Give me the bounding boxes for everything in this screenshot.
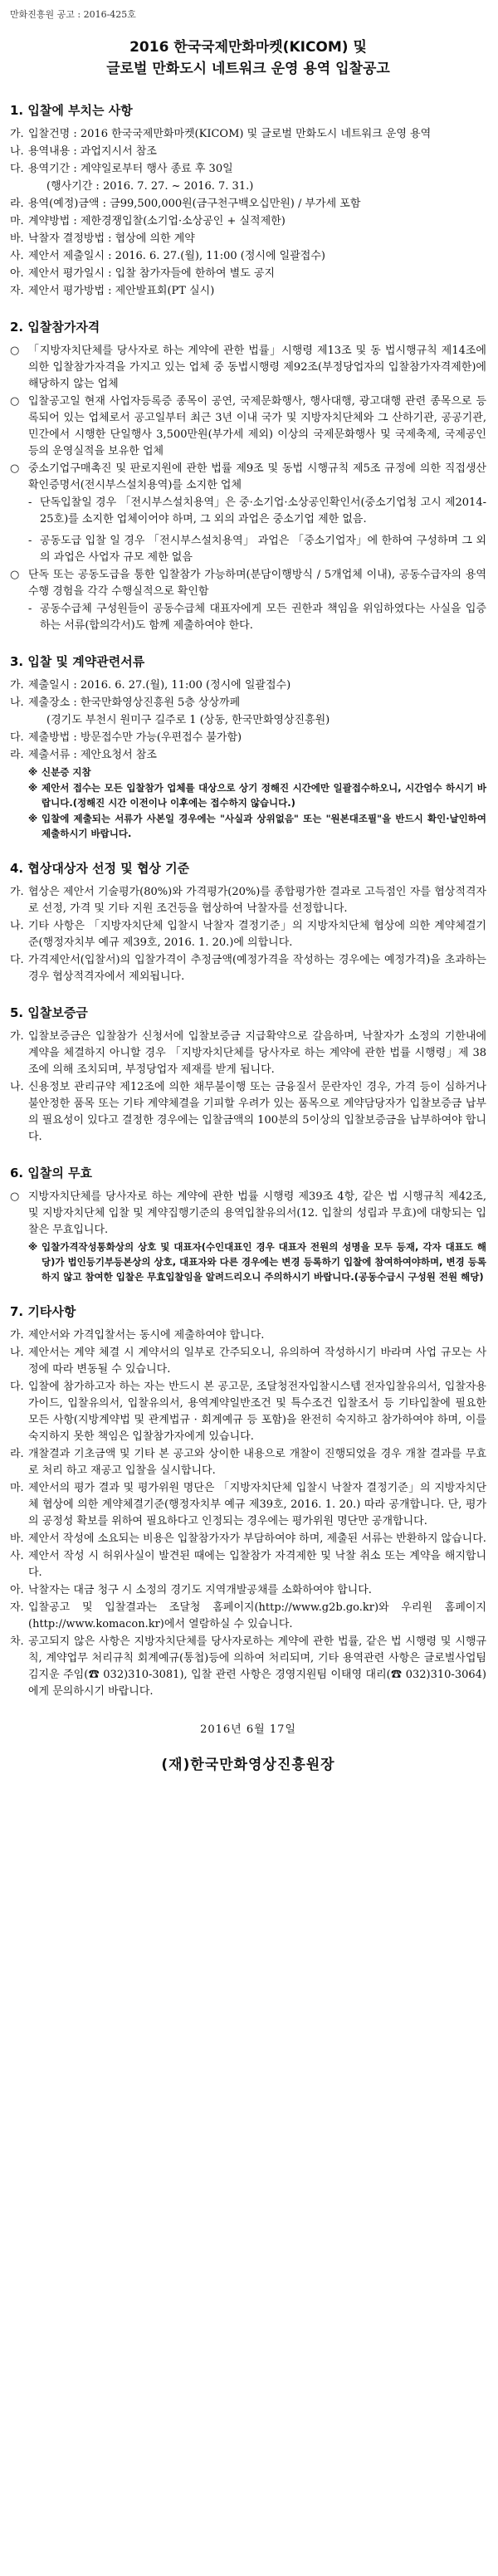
title-line-2: 글로벌 만화도시 네트워크 운영 용역 입찰공고 xyxy=(106,61,390,77)
item-text: 제출장소 : 한국만화영상진흥원 5층 상상까페 xyxy=(28,697,241,709)
item-marker: 차. xyxy=(10,1635,24,1648)
item-text: 제안서 평가일시 : 입찰 참가자들에 한하여 별도 공지 xyxy=(28,267,276,280)
item-text: 신분증 지참 xyxy=(42,766,91,778)
item-text: 제출방법 : 방문접수만 가능(우편접수 불가함) xyxy=(28,731,242,744)
section-item xyxy=(10,1582,486,1599)
section-item xyxy=(10,1446,486,1479)
item-marker xyxy=(28,712,46,729)
item-text: 입찰건명 : 2016 한국국제만화마켓(KICOM) 및 글로벌 만화도시 네트워크 운영 용역 xyxy=(28,128,432,140)
item-text: 단독 또는 공동도급을 통한 입찰참가 가능하며(분담이행방식 / 5개업체 이내), 공동수급자의 용역수행 경험을 각각 수행실적으로 확인함 xyxy=(28,569,486,598)
item-marker: 라. xyxy=(10,749,24,761)
section-item xyxy=(10,213,486,230)
section-item xyxy=(10,126,486,143)
item-text: 제안서는 계약 체결 시 계약서의 일부로 간주되오니, 유의하여 작성하시기 바라며 사업 규모는 사정에 따라 변동될 수 있습니다. xyxy=(28,1347,486,1376)
item-marker: 나. xyxy=(10,1347,24,1359)
item-marker: 사. xyxy=(10,250,24,262)
item-marker: ※ xyxy=(28,782,38,794)
document-title xyxy=(10,37,486,80)
item-marker: ○ xyxy=(10,395,20,408)
section-item xyxy=(10,393,486,460)
section-item xyxy=(10,1189,486,1239)
item-text: 중소기업구매촉진 및 판로지원에 관한 법률 제9조 및 동법 시행규칙 제5조 규정에 의한 직접생산확인증명서(전시부스설치용역)를 소지한 업체 xyxy=(28,462,486,491)
section-item xyxy=(10,533,486,566)
item-text: (경기도 부천시 원미구 길주로 1 (상동, 한국만화영상진흥원) xyxy=(46,714,330,726)
item-marker: 바. xyxy=(10,232,24,245)
item-marker: 다. xyxy=(10,1381,24,1393)
item-marker: - xyxy=(28,603,32,615)
section-7 xyxy=(10,1303,486,1700)
item-text: 입찰에 참가하고자 하는 자는 반드시 본 공고문, 조달청전자입찰시스템 전자입찰유의서, 입찰자용가이드, 입찰유의서, 입찰유의서, 용역계약일반조건 및 특수조건 입찰조서 등 기타입찰에 필요한 모든 사항(지방계약법 및 관계법규 · 회계예규 등 포함)을 완전히 숙지하고 참가하여야 하며, 이를 숙지하지 못한 책임은 입찰참가자에게 있습니다. xyxy=(28,1381,486,1443)
section-item xyxy=(10,196,486,213)
section-item xyxy=(10,780,486,810)
section-item xyxy=(10,1531,486,1547)
section-item xyxy=(10,161,486,178)
section-item xyxy=(10,1480,486,1530)
item-marker: 나. xyxy=(10,1081,24,1093)
section-6 xyxy=(10,1164,486,1284)
section-3 xyxy=(10,653,486,841)
item-text: 입찰보증금은 입찰참가 신청서에 입찰보증금 지급확약으로 갈음하며, 낙찰자가 소정의 기한내에 계약을 체결하지 아니할 경우 「지방자치단체를 당사자로 하는 계약에 관한 법률 시행령」제 38조에 의해 조치되며, 부정당업자 제재를 받게 됩니다. xyxy=(28,1030,486,1076)
section-item xyxy=(10,811,486,841)
item-marker: 나. xyxy=(10,920,24,932)
section-item xyxy=(10,1548,486,1581)
item-text: 입찰공고일 현재 사업자등록증 종목이 공연, 국제문화행사, 행사대행, 광고대행 관련 종목으로 등록되어 있는 업체로서 공고일부터 최근 3년 이내 국가 및 지방자치단체와 그 산하기관, 공공기관, 민간에서 시행한 단일행사 3,500만원(부가세 제외) 이상의 국제문화행사 및 국제축제, 국제공인 등의 운영실적을 보유한 업체 xyxy=(28,395,486,457)
item-text: 계약방법 : 제한경쟁입찰(소기업·소상공인 + 실적제한) xyxy=(28,215,286,227)
item-text: 가격제안서(입찰서)의 입찰가격이 추정금액(예정가격을 작성하는 경우에는 예정가격)을 초과하는 경우 협상적격자에서 제외됩니다. xyxy=(28,954,486,983)
item-marker: 가. xyxy=(10,1030,24,1043)
section-item xyxy=(10,567,486,600)
item-marker: - xyxy=(28,535,32,547)
item-marker: 가. xyxy=(10,128,24,140)
item-marker xyxy=(28,178,46,195)
section-5 xyxy=(10,1004,486,1146)
item-text: 공동수급체 구성원들이 공동수급체 대표자에게 모든 권한과 책임을 위임하였다는 사실을 입증하는 서류(합의각서)도 함께 제출하여야 한다. xyxy=(40,603,486,632)
item-marker: 나. xyxy=(10,145,24,158)
item-text: 제안서 작성 시 허위사실이 발견된 때에는 입찰참가 자격제한 및 낙찰 취소 또는 계약을 해지합니다. xyxy=(28,1550,486,1579)
section-item xyxy=(10,747,486,764)
section-item xyxy=(10,1634,486,1700)
section-item xyxy=(10,461,486,494)
section-title: 5. 입찰보증금 xyxy=(10,1005,88,1020)
item-text: 입찰에 제출되는 서류가 사본일 경우에는 "사실과 상위없음" 또는 "원본대조필"을 반드시 확인·날인하여 제출하시기 바랍니다. xyxy=(42,813,486,839)
item-text: 제안서 접수는 모든 입찰참가 업체를 대상으로 상기 정해진 시간에만 일괄접수하오니, 시간엄수 하시기 바랍니다.(정해진 시간 이전이나 이후에는 접수하지 않습니다.) xyxy=(42,782,486,809)
section-item xyxy=(10,1029,486,1078)
section-4 xyxy=(10,859,486,985)
item-text: 공고되지 않은 사항은 지방자치단체를 당사자로하는 계약에 관한 법률, 같은 법 시행령 및 시행규칙, 계약업무 처리규칙 회계예규(통첩)등에 의하여 처리되며, 기타 용역관련 사항은 글로벌사업팀 김지운 주임(☎ 032)310-3081), 입찰 관련 사항은 경영지원팀 이태영 대리(☎ 032)310-3064)에게 문의하시기 바랍니다. xyxy=(28,1635,486,1698)
item-text: 개찰결과 기초금액 및 기타 본 공고와 상이한 내용으로 개찰이 진행되었을 경우 개찰 결과를 무효로 처리 하고 재공고 입찰을 실시합니다. xyxy=(28,1448,486,1477)
item-marker: ○ xyxy=(10,345,20,357)
item-text: 낙찰자 결정방법 : 협상에 의한 계약 xyxy=(28,232,195,245)
item-text: 제안서 작성에 소요되는 비용은 입찰참가자가 부담하여야 하며, 제출된 서류는 반환하지 않습니다. xyxy=(28,1532,486,1545)
item-text: 제출일시 : 2016. 6. 27.(월), 11:00 (정시에 일괄접수) xyxy=(28,679,291,692)
section-item xyxy=(10,144,486,160)
item-text: 제안서와 가격입찰서는 동시에 제출하여야 합니다. xyxy=(28,1329,265,1342)
item-text: 지방자치단체를 당사자로 하는 계약에 관한 법률 시행령 제39조 4항, 같은 법 시행규칙 제42조, 및 지방자치단체 입찰 및 계약집행기준의 용역입찰유의서(12. 입찰의 성립과 무효)에 대항되는 입찰은 무효입니다. xyxy=(28,1190,486,1236)
item-marker: 마. xyxy=(10,215,24,227)
section-item xyxy=(10,1379,486,1445)
section-item xyxy=(10,495,486,528)
section-item xyxy=(10,1079,486,1146)
organization-name: (재)한국만화영상진흥원장 xyxy=(161,1757,335,1773)
section-item xyxy=(10,918,486,951)
item-text: 용역(예정)금액 : 금99,500,000원(금구천구백오십만원) / 부가세 포함 xyxy=(28,198,361,210)
section-item xyxy=(10,601,486,634)
item-marker: 아. xyxy=(10,1584,24,1596)
item-marker: 다. xyxy=(10,731,24,744)
section-item xyxy=(10,266,486,282)
item-marker: 다. xyxy=(10,163,24,175)
section-title: 3. 입찰 및 계약관련서류 xyxy=(10,654,145,669)
section-title: 2. 입찰참가자격 xyxy=(10,320,100,335)
item-marker: ○ xyxy=(10,1190,20,1203)
section-item xyxy=(10,695,486,711)
section-title: 4. 협상대상자 선정 및 협상 기준 xyxy=(10,861,190,876)
section-item xyxy=(10,765,486,780)
notice-number: 만화진흥원 공고 : 2016-425호 xyxy=(10,9,136,20)
item-text: 낙찰자는 대금 청구 시 소정의 경기도 지역개발공채를 소화하여야 합니다. xyxy=(28,1584,372,1596)
item-marker: 사. xyxy=(10,1550,24,1562)
section-item xyxy=(10,231,486,247)
section-2 xyxy=(10,318,486,634)
section-item xyxy=(10,730,486,746)
item-marker: 가. xyxy=(10,679,24,692)
section-item xyxy=(10,712,486,729)
item-text: 용역내용 : 과업지시서 참조 xyxy=(28,145,157,158)
item-text: (행사기간 : 2016. 7. 27. ~ 2016. 7. 31.) xyxy=(46,180,254,193)
item-text: 「지방자치단체를 당사자로 하는 계약에 관한 법률」시행령 제13조 및 동 법시행규칙 제14조에의한 입찰참가자격을 가지고 있는 업체 중 동법시행령 제92조(부정당업자의 입찰참가자격제한)에 해당하지 않는 업체 xyxy=(28,345,486,390)
item-text: 신용정보 관리규약 제12조에 의한 채무불이행 또는 금융질서 문란자인 경우, 가격 등이 심하거나 불안정한 품목 또는 기타 계약체결을 기피할 우려가 있는 품목으로 계약담당자가 입찰보증금 납부의 필요성이 있다고 결정한 경우에는 입찰금액의 100분의 5이상의 입찰보증금을 납부하여야 합니다. xyxy=(28,1081,486,1143)
item-marker: 가. xyxy=(10,886,24,898)
item-text: 협상은 제안서 기술평가(80%)와 가격평가(20%)를 종합평가한 결과로 고득점인 자를 협상적격자로 선정, 가격 및 기타 지원 조건등을 협상하여 낙찰자를 선정합니다. xyxy=(28,886,486,915)
notice-date: 2016년 6월 17일 xyxy=(200,1723,296,1736)
item-text: 입찰공고 및 입찰결과는 조달청 홈페이지(http://www.g2b.go.kr)와 우리원 홈페이지(http://www.komacon.kr)에서 열람하실 수 있습니다. xyxy=(28,1601,486,1630)
item-text: 제안서 평가방법 : 제안발표회(PT 실시) xyxy=(28,285,215,297)
section-item xyxy=(10,248,486,265)
section-title: 7. 기타사항 xyxy=(10,1304,76,1319)
item-marker: ※ xyxy=(28,1241,38,1253)
section-item xyxy=(10,1345,486,1378)
item-text: 공동도급 입찰 일 경우 「전시부스설치용역」 과업은 「중소기업자」에 한하여 구성하며 그 외의 과업은 사업자 규모 제한 없음 xyxy=(40,535,486,564)
item-text: 제안서 제출일시 : 2016. 6. 27.(월), 11:00 (정시에 일괄접수) xyxy=(28,250,325,262)
section-item xyxy=(10,1327,486,1344)
item-marker: 라. xyxy=(10,198,24,210)
item-marker: ※ xyxy=(28,813,38,824)
section-title: 6. 입찰의 무효 xyxy=(10,1166,93,1180)
section-item xyxy=(10,1239,486,1284)
section-1 xyxy=(10,101,486,300)
section-item xyxy=(10,884,486,917)
section-item xyxy=(10,343,486,393)
section-item xyxy=(10,952,486,985)
item-text: 제안서의 평가 결과 및 평가위원 명단은 「지방자치단체 입찰시 낙찰자 결정기준」의 지방자치단체 협상에 의한 계약체결기준(행정자치부 예규 제39호, 2016. 1. 20.) 따라 공개합니다. 단, 평가의 공정성 확보를 위하여 필요하다고 인정되는 경우에는 평가위원 명단만 공개합니다. xyxy=(28,1482,486,1528)
section-item xyxy=(10,283,486,300)
item-marker: ○ xyxy=(10,462,20,475)
item-marker: 라. xyxy=(10,1448,24,1460)
item-marker: 자. xyxy=(10,285,24,297)
section-item xyxy=(10,677,486,694)
item-marker: 나. xyxy=(10,697,24,709)
section-item xyxy=(10,1600,486,1633)
item-marker: 가. xyxy=(10,1329,24,1342)
item-marker: 바. xyxy=(10,1532,24,1545)
item-marker: - xyxy=(28,496,32,509)
section-title: 1. 입찰에 부치는 사항 xyxy=(10,103,133,118)
item-text: 용역기간 : 계약일로부터 행사 종료 후 30일 xyxy=(28,163,233,175)
item-text: 제출서류 : 제안요청서 참조 xyxy=(28,749,157,761)
title-line-1: 2016 한국국제만화마켓(KICOM) 및 xyxy=(129,39,367,56)
item-text: 기타 사항은 「지방자치단체 입찰시 낙찰자 결정기준」의 지방자치단체 협상에 의한 계약체결기준(행정자치부 예규 제39호, 2016. 1. 20.)에 의합니다. xyxy=(28,920,486,949)
item-marker: 아. xyxy=(10,267,24,280)
item-marker: 자. xyxy=(10,1601,24,1614)
item-text: 단독입찰일 경우 「전시부스설치용역」은 중·소기업·소상공인확인서(중소기업청 고시 제2014-25호)를 소지한 업체이어야 하며, 그 외의 과업은 중소기업 제한 없음. xyxy=(40,496,486,525)
item-marker: 다. xyxy=(10,954,24,966)
item-text: 입찰가격작성통화상의 상호 및 대표자(수인대표인 경우 대표자 전원의 성명을 모두 등재, 각자 대표도 해당)가 법인등기부등본상의 상호, 대표자와 다른 경우에는 변경 등록하기 입찰에 참여하여야하며, 변경 등록하지 않고 참여한 입찰은 무효입찰임을 알려드리오니 주의하시기 바랍니다.(공동수급시 구성원 전원 해당) xyxy=(42,1241,486,1283)
item-marker: ○ xyxy=(10,569,20,581)
item-marker: 마. xyxy=(10,1482,24,1494)
sections-container xyxy=(10,101,486,1700)
item-marker: ※ xyxy=(28,766,38,778)
section-item xyxy=(10,178,486,195)
